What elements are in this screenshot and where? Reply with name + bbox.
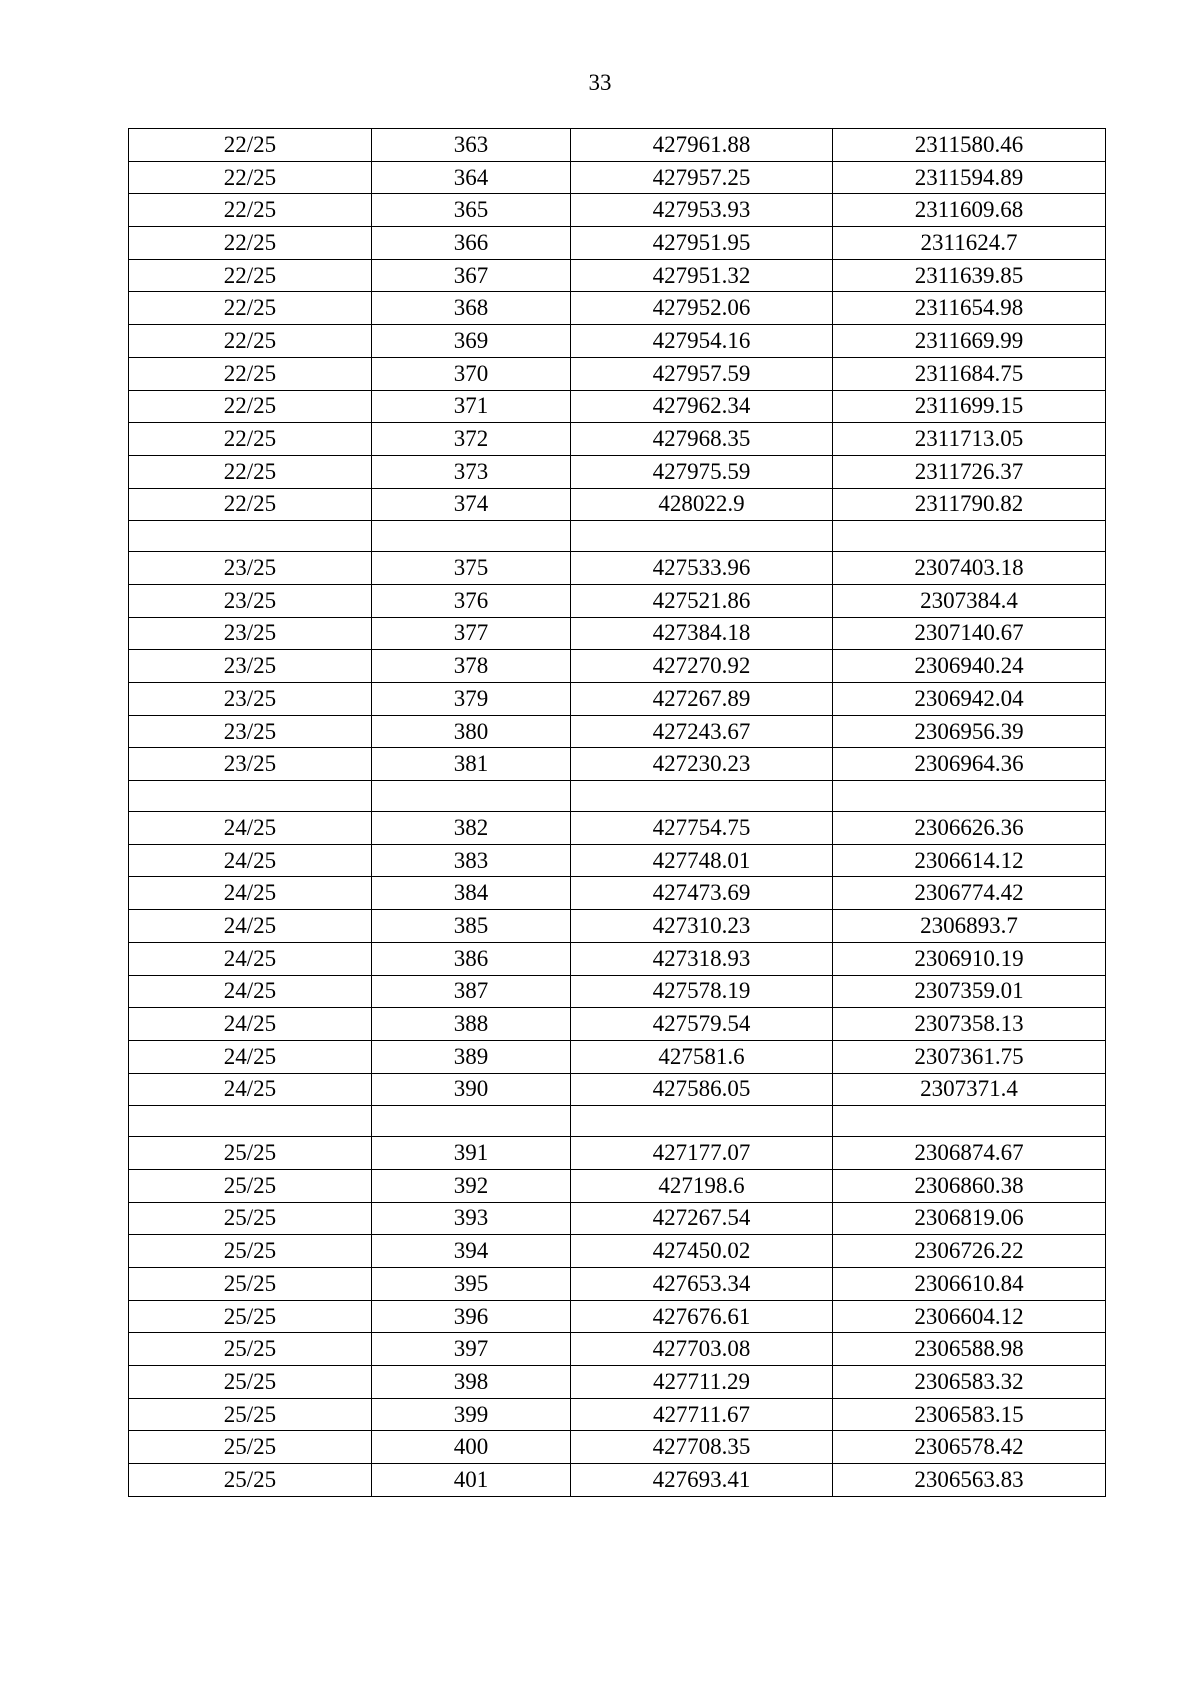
parcel-cell: 25/25 (129, 1431, 372, 1464)
y-coordinate-cell: 2306726.22 (833, 1235, 1106, 1268)
point-number-cell: 369 (372, 325, 571, 358)
point-number-cell: 376 (372, 584, 571, 617)
y-coordinate-cell: 2306583.15 (833, 1398, 1106, 1431)
table-row (129, 129, 1106, 162)
point-number-cell: 373 (372, 455, 571, 488)
x-coordinate-cell: 427961.88 (571, 129, 833, 162)
parcel-cell: 22/25 (129, 455, 372, 488)
x-coordinate-cell: 427177.07 (571, 1137, 833, 1170)
table-spacer-row (129, 781, 1106, 812)
parcel-cell: 22/25 (129, 292, 372, 325)
parcel-cell: 23/25 (129, 683, 372, 716)
parcel-cell: 25/25 (129, 1169, 372, 1202)
y-coordinate-cell (833, 781, 1106, 812)
point-number-cell: 388 (372, 1008, 571, 1041)
parcel-cell: 23/25 (129, 584, 372, 617)
x-coordinate-cell: 427586.05 (571, 1073, 833, 1106)
y-coordinate-cell: 2306910.19 (833, 942, 1106, 975)
point-number-cell: 386 (372, 942, 571, 975)
y-coordinate-cell (833, 521, 1106, 552)
point-number-cell: 395 (372, 1268, 571, 1301)
x-coordinate-cell: 427473.69 (571, 877, 833, 910)
y-coordinate-cell: 2311639.85 (833, 259, 1106, 292)
x-coordinate-cell: 427968.35 (571, 423, 833, 456)
x-coordinate-cell: 427267.54 (571, 1202, 833, 1235)
table-row (129, 1366, 1106, 1399)
parcel-cell: 22/25 (129, 357, 372, 390)
x-coordinate-cell: 427953.93 (571, 194, 833, 227)
x-coordinate-cell: 427954.16 (571, 325, 833, 358)
table-row (129, 844, 1106, 877)
table-row (129, 1008, 1106, 1041)
point-number-cell: 375 (372, 552, 571, 585)
parcel-cell: 24/25 (129, 975, 372, 1008)
y-coordinate-cell: 2311609.68 (833, 194, 1106, 227)
x-coordinate-cell: 427198.6 (571, 1169, 833, 1202)
y-coordinate-cell: 2307371.4 (833, 1073, 1106, 1106)
table-row (129, 1202, 1106, 1235)
x-coordinate-cell: 427754.75 (571, 812, 833, 845)
table-row (129, 1464, 1106, 1497)
parcel-cell: 25/25 (129, 1333, 372, 1366)
y-coordinate-cell: 2311726.37 (833, 455, 1106, 488)
table-row (129, 1073, 1106, 1106)
table-row (129, 715, 1106, 748)
table-row (129, 1431, 1106, 1464)
y-coordinate-cell: 2307384.4 (833, 584, 1106, 617)
point-number-cell: 391 (372, 1137, 571, 1170)
parcel-cell: 23/25 (129, 617, 372, 650)
parcel-cell: 25/25 (129, 1235, 372, 1268)
parcel-cell: 25/25 (129, 1202, 372, 1235)
parcel-cell: 25/25 (129, 1137, 372, 1170)
x-coordinate-cell: 427270.92 (571, 650, 833, 683)
point-number-cell: 374 (372, 488, 571, 521)
table-row (129, 617, 1106, 650)
table-row (129, 812, 1106, 845)
parcel-cell: 23/25 (129, 552, 372, 585)
y-coordinate-cell: 2306940.24 (833, 650, 1106, 683)
y-coordinate-cell: 2306893.7 (833, 910, 1106, 943)
table-row (129, 910, 1106, 943)
y-coordinate-cell: 2311654.98 (833, 292, 1106, 325)
parcel-cell: 23/25 (129, 748, 372, 781)
point-number-cell: 394 (372, 1235, 571, 1268)
table-row (129, 1137, 1106, 1170)
parcel-cell: 22/25 (129, 161, 372, 194)
y-coordinate-cell: 2306614.12 (833, 844, 1106, 877)
y-coordinate-cell: 2311699.15 (833, 390, 1106, 423)
y-coordinate-cell: 2306860.38 (833, 1169, 1106, 1202)
parcel-cell: 22/25 (129, 488, 372, 521)
parcel-cell: 23/25 (129, 715, 372, 748)
y-coordinate-cell: 2306819.06 (833, 1202, 1106, 1235)
x-coordinate-cell: 427243.67 (571, 715, 833, 748)
table-row (129, 423, 1106, 456)
x-coordinate-cell: 427521.86 (571, 584, 833, 617)
x-coordinate-cell: 427962.34 (571, 390, 833, 423)
table-row (129, 1040, 1106, 1073)
x-coordinate-cell: 427711.29 (571, 1366, 833, 1399)
table-row (129, 584, 1106, 617)
x-coordinate-cell: 427951.32 (571, 259, 833, 292)
point-number-cell: 366 (372, 227, 571, 260)
table-row (129, 488, 1106, 521)
y-coordinate-cell (833, 1106, 1106, 1137)
parcel-cell: 24/25 (129, 844, 372, 877)
point-number-cell: 390 (372, 1073, 571, 1106)
y-coordinate-cell: 2307358.13 (833, 1008, 1106, 1041)
x-coordinate-cell: 427975.59 (571, 455, 833, 488)
x-coordinate-cell: 427703.08 (571, 1333, 833, 1366)
table-spacer-row (129, 521, 1106, 552)
parcel-cell: 25/25 (129, 1300, 372, 1333)
parcel-cell: 22/25 (129, 129, 372, 162)
y-coordinate-cell: 2311669.99 (833, 325, 1106, 358)
point-number-cell (372, 521, 571, 552)
point-number-cell: 377 (372, 617, 571, 650)
y-coordinate-cell: 2307140.67 (833, 617, 1106, 650)
y-coordinate-cell: 2306874.67 (833, 1137, 1106, 1170)
y-coordinate-cell: 2306583.32 (833, 1366, 1106, 1399)
point-number-cell: 364 (372, 161, 571, 194)
point-number-cell: 379 (372, 683, 571, 716)
point-number-cell (372, 781, 571, 812)
point-number-cell: 401 (372, 1464, 571, 1497)
point-number-cell: 385 (372, 910, 571, 943)
point-number-cell: 382 (372, 812, 571, 845)
x-coordinate-cell: 427653.34 (571, 1268, 833, 1301)
table-row (129, 1333, 1106, 1366)
table-row (129, 877, 1106, 910)
point-number-cell: 372 (372, 423, 571, 456)
parcel-cell: 23/25 (129, 650, 372, 683)
y-coordinate-cell: 2307403.18 (833, 552, 1106, 585)
y-coordinate-cell: 2306626.36 (833, 812, 1106, 845)
point-number-cell: 363 (372, 129, 571, 162)
point-number-cell (372, 1106, 571, 1137)
parcel-cell: 24/25 (129, 1073, 372, 1106)
x-coordinate-cell: 427267.89 (571, 683, 833, 716)
y-coordinate-cell: 2311713.05 (833, 423, 1106, 456)
x-coordinate-cell: 427310.23 (571, 910, 833, 943)
x-coordinate-cell: 427951.95 (571, 227, 833, 260)
point-number-cell: 389 (372, 1040, 571, 1073)
y-coordinate-cell: 2311790.82 (833, 488, 1106, 521)
table-row (129, 683, 1106, 716)
x-coordinate-cell: 427230.23 (571, 748, 833, 781)
y-coordinate-cell: 2306964.36 (833, 748, 1106, 781)
x-coordinate-cell (571, 521, 833, 552)
point-number-cell: 387 (372, 975, 571, 1008)
point-number-cell: 400 (372, 1431, 571, 1464)
table-row (129, 325, 1106, 358)
x-coordinate-cell: 427708.35 (571, 1431, 833, 1464)
parcel-cell: 24/25 (129, 942, 372, 975)
point-number-cell: 368 (372, 292, 571, 325)
y-coordinate-cell: 2311580.46 (833, 129, 1106, 162)
point-number-cell: 393 (372, 1202, 571, 1235)
x-coordinate-cell: 427450.02 (571, 1235, 833, 1268)
parcel-cell: 24/25 (129, 1040, 372, 1073)
table-row (129, 292, 1106, 325)
y-coordinate-cell: 2306588.98 (833, 1333, 1106, 1366)
parcel-cell: 22/25 (129, 194, 372, 227)
point-number-cell: 365 (372, 194, 571, 227)
x-coordinate-cell: 427533.96 (571, 552, 833, 585)
y-coordinate-cell: 2307359.01 (833, 975, 1106, 1008)
parcel-cell (129, 1106, 372, 1137)
x-coordinate-cell: 427957.59 (571, 357, 833, 390)
parcel-cell: 22/25 (129, 259, 372, 292)
point-number-cell: 384 (372, 877, 571, 910)
x-coordinate-cell: 427318.93 (571, 942, 833, 975)
table-row (129, 1268, 1106, 1301)
parcel-cell: 24/25 (129, 812, 372, 845)
point-number-cell: 370 (372, 357, 571, 390)
x-coordinate-cell: 427384.18 (571, 617, 833, 650)
point-number-cell: 381 (372, 748, 571, 781)
parcel-cell: 22/25 (129, 325, 372, 358)
table-row (129, 748, 1106, 781)
parcel-cell: 22/25 (129, 227, 372, 260)
x-coordinate-cell: 427581.6 (571, 1040, 833, 1073)
table-row (129, 390, 1106, 423)
x-coordinate-cell (571, 781, 833, 812)
point-number-cell: 383 (372, 844, 571, 877)
table-row (129, 259, 1106, 292)
parcel-cell: 24/25 (129, 877, 372, 910)
table-row (129, 194, 1106, 227)
x-coordinate-cell: 427952.06 (571, 292, 833, 325)
table-row (129, 552, 1106, 585)
x-coordinate-cell: 427748.01 (571, 844, 833, 877)
y-coordinate-cell: 2306563.83 (833, 1464, 1106, 1497)
parcel-cell: 24/25 (129, 1008, 372, 1041)
table-row (129, 1398, 1106, 1431)
coordinates-table-body (129, 129, 1106, 1497)
x-coordinate-cell: 427711.67 (571, 1398, 833, 1431)
parcel-cell: 25/25 (129, 1464, 372, 1497)
y-coordinate-cell: 2306578.42 (833, 1431, 1106, 1464)
x-coordinate-cell: 427579.54 (571, 1008, 833, 1041)
parcel-cell (129, 521, 372, 552)
y-coordinate-cell: 2311684.75 (833, 357, 1106, 390)
coordinates-table (128, 128, 1106, 1497)
parcel-cell: 22/25 (129, 390, 372, 423)
point-number-cell: 380 (372, 715, 571, 748)
x-coordinate-cell (571, 1106, 833, 1137)
table-row (129, 975, 1106, 1008)
table-row (129, 227, 1106, 260)
y-coordinate-cell: 2311624.7 (833, 227, 1106, 260)
table-row (129, 1300, 1106, 1333)
point-number-cell: 367 (372, 259, 571, 292)
table-row (129, 942, 1106, 975)
parcel-cell: 25/25 (129, 1366, 372, 1399)
y-coordinate-cell: 2311594.89 (833, 161, 1106, 194)
table-row (129, 357, 1106, 390)
table-row (129, 1235, 1106, 1268)
point-number-cell: 371 (372, 390, 571, 423)
point-number-cell: 378 (372, 650, 571, 683)
parcel-cell: 25/25 (129, 1398, 372, 1431)
y-coordinate-cell: 2307361.75 (833, 1040, 1106, 1073)
y-coordinate-cell: 2306610.84 (833, 1268, 1106, 1301)
y-coordinate-cell: 2306942.04 (833, 683, 1106, 716)
point-number-cell: 397 (372, 1333, 571, 1366)
x-coordinate-cell: 427578.19 (571, 975, 833, 1008)
table-row (129, 650, 1106, 683)
table-row (129, 455, 1106, 488)
y-coordinate-cell: 2306774.42 (833, 877, 1106, 910)
table-row (129, 1169, 1106, 1202)
table-row (129, 161, 1106, 194)
x-coordinate-cell: 427957.25 (571, 161, 833, 194)
parcel-cell (129, 781, 372, 812)
point-number-cell: 392 (372, 1169, 571, 1202)
y-coordinate-cell: 2306956.39 (833, 715, 1106, 748)
y-coordinate-cell: 2306604.12 (833, 1300, 1106, 1333)
parcel-cell: 22/25 (129, 423, 372, 456)
table-spacer-row (129, 1106, 1106, 1137)
point-number-cell: 398 (372, 1366, 571, 1399)
x-coordinate-cell: 427693.41 (571, 1464, 833, 1497)
x-coordinate-cell: 428022.9 (571, 488, 833, 521)
point-number-cell: 399 (372, 1398, 571, 1431)
parcel-cell: 25/25 (129, 1268, 372, 1301)
parcel-cell: 24/25 (129, 910, 372, 943)
x-coordinate-cell: 427676.61 (571, 1300, 833, 1333)
page-number: 33 (588, 70, 612, 95)
point-number-cell: 396 (372, 1300, 571, 1333)
